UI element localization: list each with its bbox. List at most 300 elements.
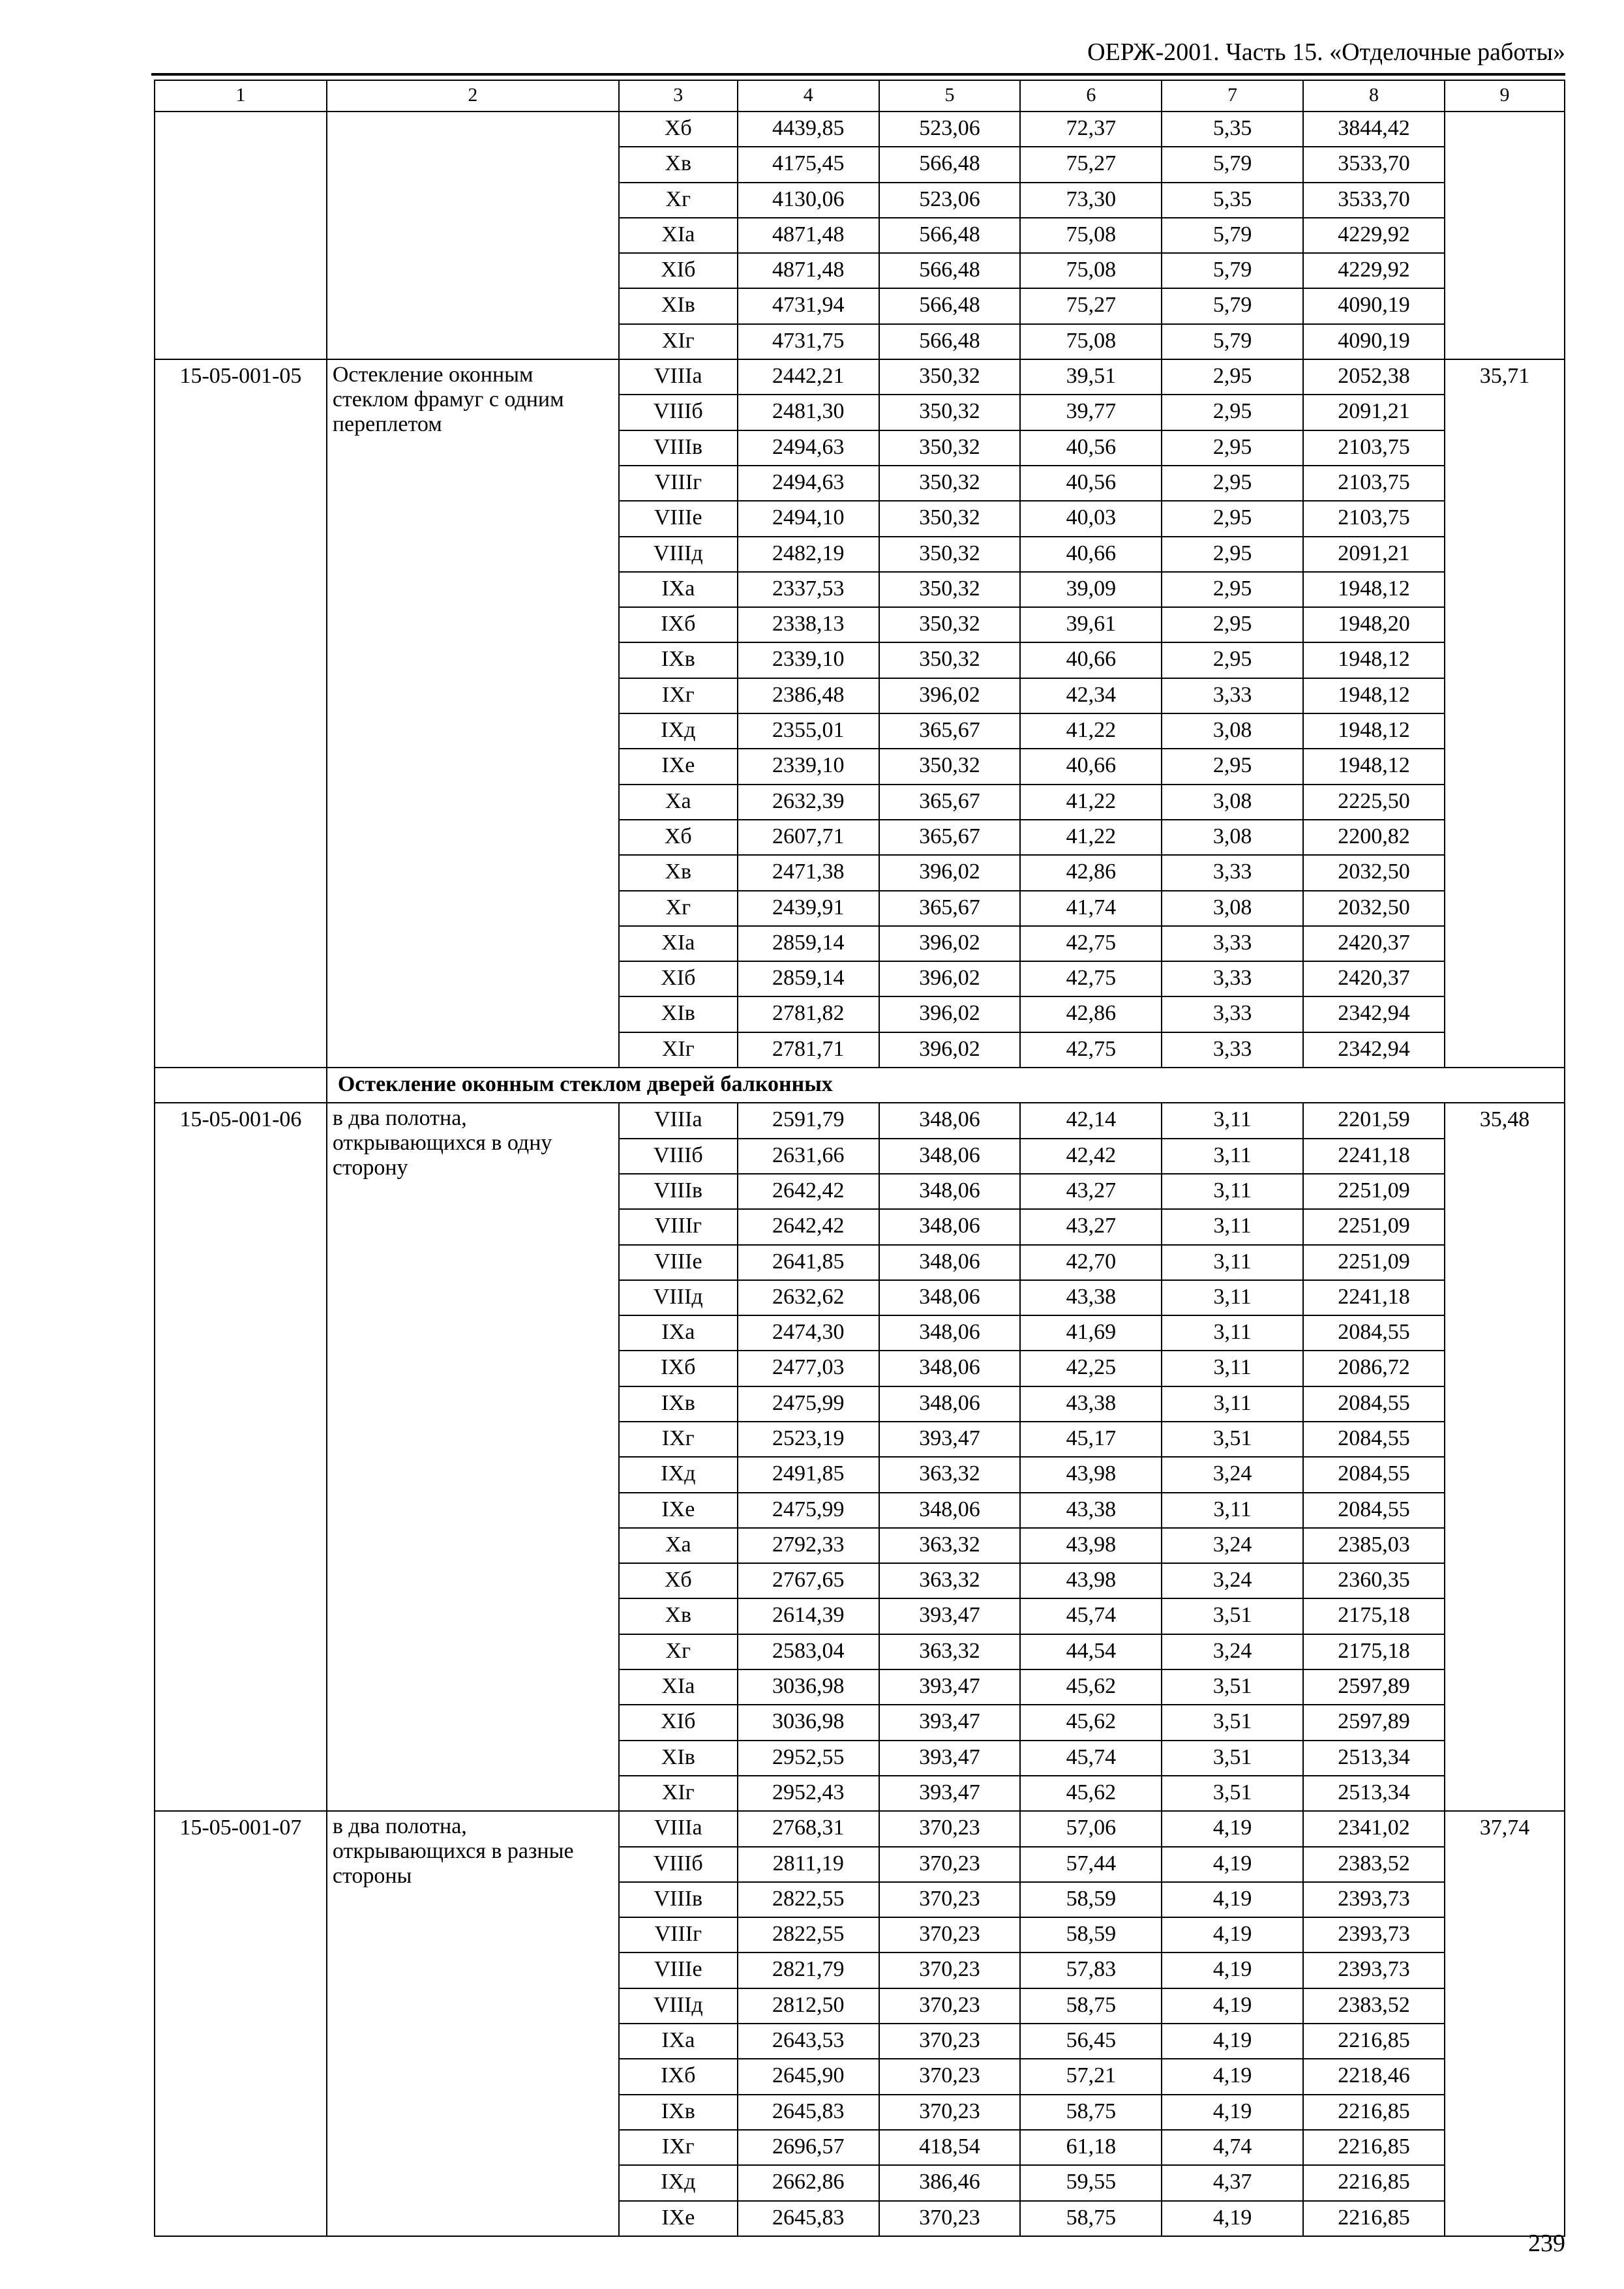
- zone-cell: IXa: [619, 2024, 738, 2059]
- value-cell: 3,08: [1162, 820, 1303, 855]
- value-cell: 1948,12: [1303, 749, 1445, 784]
- value-cell: 2811,19: [738, 1847, 879, 1882]
- value-cell: 40,66: [1020, 749, 1162, 784]
- rate-code-cell: 15-05-001-05: [155, 359, 327, 1068]
- value-cell: 4,19: [1162, 2024, 1303, 2059]
- zone-cell: IXд: [619, 1457, 738, 1492]
- column-number-cell: 7: [1162, 80, 1303, 112]
- value-cell: 566,48: [879, 288, 1021, 323]
- value-cell: 4,19: [1162, 1811, 1303, 1846]
- value-cell: 2355,01: [738, 713, 879, 749]
- value-cell: 42,70: [1020, 1245, 1162, 1280]
- zone-cell: XIг: [619, 324, 738, 359]
- zone-cell: XIa: [619, 218, 738, 253]
- value-cell: 3,33: [1162, 678, 1303, 713]
- value-cell: 2,95: [1162, 501, 1303, 536]
- value-cell: 42,25: [1020, 1351, 1162, 1386]
- value-cell: 4871,48: [738, 218, 879, 253]
- value-cell: 2225,50: [1303, 785, 1445, 820]
- value-cell: 370,23: [879, 2024, 1021, 2059]
- value-cell: 3,51: [1162, 1776, 1303, 1811]
- zone-cell: XIб: [619, 1705, 738, 1740]
- value-cell: 363,32: [879, 1563, 1021, 1598]
- value-cell: 2339,10: [738, 642, 879, 678]
- value-cell: 363,32: [879, 1634, 1021, 1669]
- value-cell: 2084,55: [1303, 1315, 1445, 1351]
- work-name-cell: [327, 112, 619, 359]
- value-cell: 5,79: [1162, 324, 1303, 359]
- value-cell: 2591,79: [738, 1103, 879, 1138]
- zone-cell: Xa: [619, 785, 738, 820]
- value-cell: 1948,12: [1303, 572, 1445, 607]
- value-cell: 393,47: [879, 1422, 1021, 1457]
- value-cell: 58,75: [1020, 2095, 1162, 2130]
- zone-cell: VIIIб: [619, 1847, 738, 1882]
- value-cell: 2523,19: [738, 1422, 879, 1457]
- value-cell: 2583,04: [738, 1634, 879, 1669]
- value-cell: 45,62: [1020, 1776, 1162, 1811]
- col9-cell: [1445, 112, 1565, 359]
- value-cell: 2475,99: [738, 1386, 879, 1422]
- table-row: [155, 1103, 1565, 1138]
- zone-cell: Xг: [619, 891, 738, 926]
- value-cell: 2216,85: [1303, 2165, 1445, 2200]
- value-cell: 2103,75: [1303, 430, 1445, 466]
- value-cell: 370,23: [879, 1988, 1021, 2024]
- value-cell: 350,32: [879, 642, 1021, 678]
- value-cell: 2614,39: [738, 1598, 879, 1634]
- value-cell: 43,38: [1020, 1493, 1162, 1528]
- value-cell: 2494,10: [738, 501, 879, 536]
- work-name-cell: в два полотна, открывающихся в одну сторону: [327, 1103, 619, 1811]
- value-cell: 42,42: [1020, 1139, 1162, 1174]
- value-cell: 365,67: [879, 713, 1021, 749]
- value-cell: 3,33: [1162, 996, 1303, 1032]
- value-cell: 5,79: [1162, 288, 1303, 323]
- column-number-cell: 9: [1445, 80, 1565, 112]
- zone-cell: IXa: [619, 572, 738, 607]
- value-cell: 3844,42: [1303, 112, 1445, 147]
- col9-cell: 35,48: [1445, 1103, 1565, 1811]
- value-cell: 350,32: [879, 501, 1021, 536]
- value-cell: 2383,52: [1303, 1847, 1445, 1882]
- column-number-row: [155, 80, 1565, 112]
- zone-cell: VIIIд: [619, 1280, 738, 1315]
- value-cell: 43,98: [1020, 1457, 1162, 1492]
- value-cell: 3,33: [1162, 926, 1303, 961]
- value-cell: 2216,85: [1303, 2130, 1445, 2165]
- value-cell: 39,61: [1020, 607, 1162, 642]
- zone-cell: Xв: [619, 1598, 738, 1634]
- value-cell: 363,32: [879, 1457, 1021, 1492]
- value-cell: 75,08: [1020, 253, 1162, 288]
- value-cell: 370,23: [879, 1811, 1021, 1846]
- zone-cell: IXг: [619, 1422, 738, 1457]
- page-header-title: ОЕРЖ-2001. Часть 15. «Отделочные работы»: [1087, 38, 1565, 66]
- value-cell: 2859,14: [738, 926, 879, 961]
- value-cell: 2251,09: [1303, 1174, 1445, 1209]
- rates-table: [154, 80, 1565, 2237]
- value-cell: 42,34: [1020, 678, 1162, 713]
- value-cell: 3,51: [1162, 1598, 1303, 1634]
- value-cell: 42,75: [1020, 961, 1162, 996]
- table-body: [155, 80, 1565, 2236]
- value-cell: 2632,62: [738, 1280, 879, 1315]
- value-cell: 2439,91: [738, 891, 879, 926]
- zone-cell: IXa: [619, 1315, 738, 1351]
- value-cell: 350,32: [879, 607, 1021, 642]
- value-cell: 40,03: [1020, 501, 1162, 536]
- value-cell: 2632,39: [738, 785, 879, 820]
- value-cell: 396,02: [879, 961, 1021, 996]
- value-cell: 2631,66: [738, 1139, 879, 1174]
- zone-cell: XIa: [619, 926, 738, 961]
- zone-cell: IXв: [619, 2095, 738, 2130]
- zone-cell: IXг: [619, 2130, 738, 2165]
- value-cell: 348,06: [879, 1280, 1021, 1315]
- value-cell: 3,24: [1162, 1563, 1303, 1598]
- value-cell: 4,37: [1162, 2165, 1303, 2200]
- value-cell: 3533,70: [1303, 183, 1445, 218]
- section-heading: Остекление оконным стеклом дверей балконных: [327, 1068, 1565, 1103]
- value-cell: 57,21: [1020, 2059, 1162, 2094]
- value-cell: 2032,50: [1303, 891, 1445, 926]
- value-cell: 2494,63: [738, 430, 879, 466]
- zone-cell: VIIIe: [619, 501, 738, 536]
- value-cell: 57,06: [1020, 1811, 1162, 1846]
- value-cell: 2420,37: [1303, 926, 1445, 961]
- value-cell: 5,79: [1162, 253, 1303, 288]
- col9-cell: 35,71: [1445, 359, 1565, 1068]
- value-cell: 348,06: [879, 1139, 1021, 1174]
- zone-cell: IXд: [619, 713, 738, 749]
- value-cell: 42,75: [1020, 926, 1162, 961]
- zone-cell: VIIIa: [619, 359, 738, 395]
- value-cell: 2086,72: [1303, 1351, 1445, 1386]
- value-cell: 2481,30: [738, 395, 879, 430]
- zone-cell: IXв: [619, 642, 738, 678]
- table-row: [155, 359, 1565, 395]
- value-cell: 2821,79: [738, 1952, 879, 1988]
- value-cell: 348,06: [879, 1174, 1021, 1209]
- value-cell: 5,35: [1162, 183, 1303, 218]
- zone-cell: Xв: [619, 147, 738, 182]
- zone-cell: VIIIa: [619, 1811, 738, 1846]
- value-cell: 396,02: [879, 678, 1021, 713]
- value-cell: 58,59: [1020, 1917, 1162, 1952]
- column-number-cell: 1: [155, 80, 327, 112]
- value-cell: 1948,12: [1303, 713, 1445, 749]
- value-cell: 370,23: [879, 2059, 1021, 2094]
- value-cell: 40,66: [1020, 642, 1162, 678]
- value-cell: 2513,34: [1303, 1741, 1445, 1776]
- value-cell: 2386,48: [738, 678, 879, 713]
- value-cell: 2645,83: [738, 2201, 879, 2236]
- value-cell: 4,19: [1162, 2059, 1303, 2094]
- value-cell: 45,62: [1020, 1669, 1162, 1705]
- zone-cell: XIa: [619, 1669, 738, 1705]
- value-cell: 41,22: [1020, 713, 1162, 749]
- value-cell: 2052,38: [1303, 359, 1445, 395]
- value-cell: 2241,18: [1303, 1139, 1445, 1174]
- value-cell: 2084,55: [1303, 1422, 1445, 1457]
- value-cell: 3,24: [1162, 1528, 1303, 1563]
- value-cell: 2103,75: [1303, 501, 1445, 536]
- zone-cell: Xг: [619, 1634, 738, 1669]
- value-cell: 3,11: [1162, 1103, 1303, 1138]
- value-cell: 2768,31: [738, 1811, 879, 1846]
- value-cell: 43,27: [1020, 1209, 1162, 1244]
- value-cell: 3,11: [1162, 1280, 1303, 1315]
- column-number-cell: 4: [738, 80, 879, 112]
- value-cell: 61,18: [1020, 2130, 1162, 2165]
- zone-cell: XIг: [619, 1776, 738, 1811]
- value-cell: 3,11: [1162, 1315, 1303, 1351]
- value-cell: 2339,10: [738, 749, 879, 784]
- value-cell: 566,48: [879, 147, 1021, 182]
- value-cell: 4130,06: [738, 183, 879, 218]
- value-cell: 2477,03: [738, 1351, 879, 1386]
- value-cell: 4,19: [1162, 1847, 1303, 1882]
- value-cell: 2645,90: [738, 2059, 879, 2094]
- value-cell: 566,48: [879, 253, 1021, 288]
- value-cell: 41,69: [1020, 1315, 1162, 1351]
- value-cell: 75,08: [1020, 218, 1162, 253]
- value-cell: 39,77: [1020, 395, 1162, 430]
- zone-cell: Xб: [619, 1563, 738, 1598]
- value-cell: 2641,85: [738, 1245, 879, 1280]
- value-cell: 2342,94: [1303, 1032, 1445, 1068]
- value-cell: 3,24: [1162, 1457, 1303, 1492]
- value-cell: 396,02: [879, 1032, 1021, 1068]
- column-number-cell: 3: [619, 80, 738, 112]
- value-cell: 42,86: [1020, 855, 1162, 890]
- value-cell: 2091,21: [1303, 395, 1445, 430]
- value-cell: 2597,89: [1303, 1669, 1445, 1705]
- value-cell: 2385,03: [1303, 1528, 1445, 1563]
- value-cell: 4,19: [1162, 1952, 1303, 1988]
- value-cell: 1948,12: [1303, 642, 1445, 678]
- value-cell: 4439,85: [738, 112, 879, 147]
- zone-cell: XIб: [619, 961, 738, 996]
- value-cell: 2475,99: [738, 1493, 879, 1528]
- value-cell: 43,38: [1020, 1386, 1162, 1422]
- zone-cell: IXд: [619, 2165, 738, 2200]
- value-cell: 2,95: [1162, 749, 1303, 784]
- value-cell: 40,66: [1020, 537, 1162, 572]
- value-cell: 350,32: [879, 395, 1021, 430]
- value-cell: 363,32: [879, 1528, 1021, 1563]
- value-cell: 370,23: [879, 1917, 1021, 1952]
- value-cell: 2218,46: [1303, 2059, 1445, 2094]
- zone-cell: Xб: [619, 112, 738, 147]
- value-cell: 44,54: [1020, 1634, 1162, 1669]
- value-cell: 393,47: [879, 1705, 1021, 1740]
- value-cell: 365,67: [879, 785, 1021, 820]
- value-cell: 4731,75: [738, 324, 879, 359]
- value-cell: 2393,73: [1303, 1917, 1445, 1952]
- value-cell: 4,74: [1162, 2130, 1303, 2165]
- value-cell: 2781,71: [738, 1032, 879, 1068]
- work-name-cell: в два полотна, открывающихся в разные стороны: [327, 1811, 619, 2236]
- value-cell: 45,74: [1020, 1598, 1162, 1634]
- value-cell: 350,32: [879, 749, 1021, 784]
- value-cell: 75,27: [1020, 147, 1162, 182]
- table-row: [155, 112, 1565, 147]
- section-empty-cell: [155, 1068, 327, 1103]
- value-cell: 43,98: [1020, 1563, 1162, 1598]
- column-number-cell: 5: [879, 80, 1021, 112]
- value-cell: 2643,53: [738, 2024, 879, 2059]
- value-cell: 3533,70: [1303, 147, 1445, 182]
- value-cell: 56,45: [1020, 2024, 1162, 2059]
- rate-code-cell: 15-05-001-07: [155, 1811, 327, 2236]
- zone-cell: Xв: [619, 855, 738, 890]
- value-cell: 45,74: [1020, 1741, 1162, 1776]
- value-cell: 348,06: [879, 1315, 1021, 1351]
- value-cell: 2952,55: [738, 1741, 879, 1776]
- value-cell: 3,33: [1162, 1032, 1303, 1068]
- value-cell: 2091,21: [1303, 537, 1445, 572]
- zone-cell: IXe: [619, 749, 738, 784]
- value-cell: 42,14: [1020, 1103, 1162, 1138]
- value-cell: 2,95: [1162, 395, 1303, 430]
- value-cell: 4175,45: [738, 147, 879, 182]
- value-cell: 348,06: [879, 1493, 1021, 1528]
- zone-cell: VIIIe: [619, 1245, 738, 1280]
- zone-cell: IXб: [619, 2059, 738, 2094]
- value-cell: 393,47: [879, 1776, 1021, 1811]
- value-cell: 2175,18: [1303, 1598, 1445, 1634]
- zone-cell: VIIIв: [619, 430, 738, 466]
- value-cell: 57,44: [1020, 1847, 1162, 1882]
- value-cell: 3,51: [1162, 1741, 1303, 1776]
- value-cell: 4871,48: [738, 253, 879, 288]
- value-cell: 3,08: [1162, 713, 1303, 749]
- value-cell: 2781,82: [738, 996, 879, 1032]
- page-number: 239: [1528, 2230, 1565, 2257]
- zone-cell: IXe: [619, 2201, 738, 2236]
- value-cell: 348,06: [879, 1351, 1021, 1386]
- value-cell: 2607,71: [738, 820, 879, 855]
- value-cell: 2,95: [1162, 642, 1303, 678]
- value-cell: 2383,52: [1303, 1988, 1445, 2024]
- value-cell: 1948,20: [1303, 607, 1445, 642]
- zone-cell: VIIIв: [619, 1174, 738, 1209]
- value-cell: 370,23: [879, 1882, 1021, 1917]
- value-cell: 523,06: [879, 112, 1021, 147]
- value-cell: 5,35: [1162, 112, 1303, 147]
- value-cell: 2513,34: [1303, 1776, 1445, 1811]
- value-cell: 59,55: [1020, 2165, 1162, 2200]
- zone-cell: IXв: [619, 1386, 738, 1422]
- zone-cell: VIIIб: [619, 1139, 738, 1174]
- value-cell: 393,47: [879, 1598, 1021, 1634]
- value-cell: 40,56: [1020, 430, 1162, 466]
- value-cell: 42,86: [1020, 996, 1162, 1032]
- value-cell: 2032,50: [1303, 855, 1445, 890]
- value-cell: 3,24: [1162, 1634, 1303, 1669]
- value-cell: 2442,21: [738, 359, 879, 395]
- value-cell: 4,19: [1162, 2201, 1303, 2236]
- value-cell: 2360,35: [1303, 1563, 1445, 1598]
- value-cell: 370,23: [879, 1847, 1021, 1882]
- value-cell: 2251,09: [1303, 1245, 1445, 1280]
- value-cell: 43,38: [1020, 1280, 1162, 1315]
- value-cell: 42,75: [1020, 1032, 1162, 1068]
- section-row: [155, 1068, 1565, 1103]
- value-cell: 2393,73: [1303, 1952, 1445, 1988]
- zone-cell: XIб: [619, 253, 738, 288]
- column-number-cell: 6: [1020, 80, 1162, 112]
- value-cell: 4,19: [1162, 1917, 1303, 1952]
- value-cell: 365,67: [879, 891, 1021, 926]
- zone-cell: VIIIг: [619, 466, 738, 501]
- value-cell: 75,08: [1020, 324, 1162, 359]
- value-cell: 2,95: [1162, 607, 1303, 642]
- zone-cell: Xб: [619, 820, 738, 855]
- value-cell: 4,19: [1162, 1988, 1303, 2024]
- zone-cell: XIв: [619, 996, 738, 1032]
- value-cell: 2337,53: [738, 572, 879, 607]
- value-cell: 4229,92: [1303, 218, 1445, 253]
- value-cell: 3,11: [1162, 1174, 1303, 1209]
- value-cell: 3,11: [1162, 1209, 1303, 1244]
- zone-cell: VIIIб: [619, 395, 738, 430]
- value-cell: 3,11: [1162, 1493, 1303, 1528]
- value-cell: 370,23: [879, 2201, 1021, 2236]
- zone-cell: XIв: [619, 288, 738, 323]
- value-cell: 3,11: [1162, 1351, 1303, 1386]
- value-cell: 2216,85: [1303, 2024, 1445, 2059]
- value-cell: 2084,55: [1303, 1493, 1445, 1528]
- value-cell: 2482,19: [738, 537, 879, 572]
- value-cell: 348,06: [879, 1209, 1021, 1244]
- zone-cell: VIIIг: [619, 1209, 738, 1244]
- value-cell: 2084,55: [1303, 1457, 1445, 1492]
- value-cell: 41,74: [1020, 891, 1162, 926]
- value-cell: 4090,19: [1303, 288, 1445, 323]
- value-cell: 2251,09: [1303, 1209, 1445, 1244]
- value-cell: 43,98: [1020, 1528, 1162, 1563]
- header-rule: [151, 73, 1565, 76]
- value-cell: 350,32: [879, 537, 1021, 572]
- value-cell: 350,32: [879, 359, 1021, 395]
- value-cell: 57,83: [1020, 1952, 1162, 1988]
- table-row: [155, 1811, 1565, 1846]
- value-cell: 2084,55: [1303, 1386, 1445, 1422]
- zone-cell: IXe: [619, 1493, 738, 1528]
- value-cell: 45,62: [1020, 1705, 1162, 1740]
- value-cell: 2491,85: [738, 1457, 879, 1492]
- value-cell: 39,09: [1020, 572, 1162, 607]
- value-cell: 43,27: [1020, 1174, 1162, 1209]
- value-cell: 3,11: [1162, 1245, 1303, 1280]
- value-cell: 2767,65: [738, 1563, 879, 1598]
- value-cell: 350,32: [879, 466, 1021, 501]
- value-cell: 3,08: [1162, 785, 1303, 820]
- value-cell: 396,02: [879, 996, 1021, 1032]
- value-cell: 566,48: [879, 324, 1021, 359]
- value-cell: 2103,75: [1303, 466, 1445, 501]
- zone-cell: VIIIд: [619, 1988, 738, 2024]
- zone-cell: VIIIa: [619, 1103, 738, 1138]
- zone-cell: XIг: [619, 1032, 738, 1068]
- value-cell: 4,19: [1162, 1882, 1303, 1917]
- value-cell: 2175,18: [1303, 1634, 1445, 1669]
- value-cell: 350,32: [879, 572, 1021, 607]
- value-cell: 75,27: [1020, 288, 1162, 323]
